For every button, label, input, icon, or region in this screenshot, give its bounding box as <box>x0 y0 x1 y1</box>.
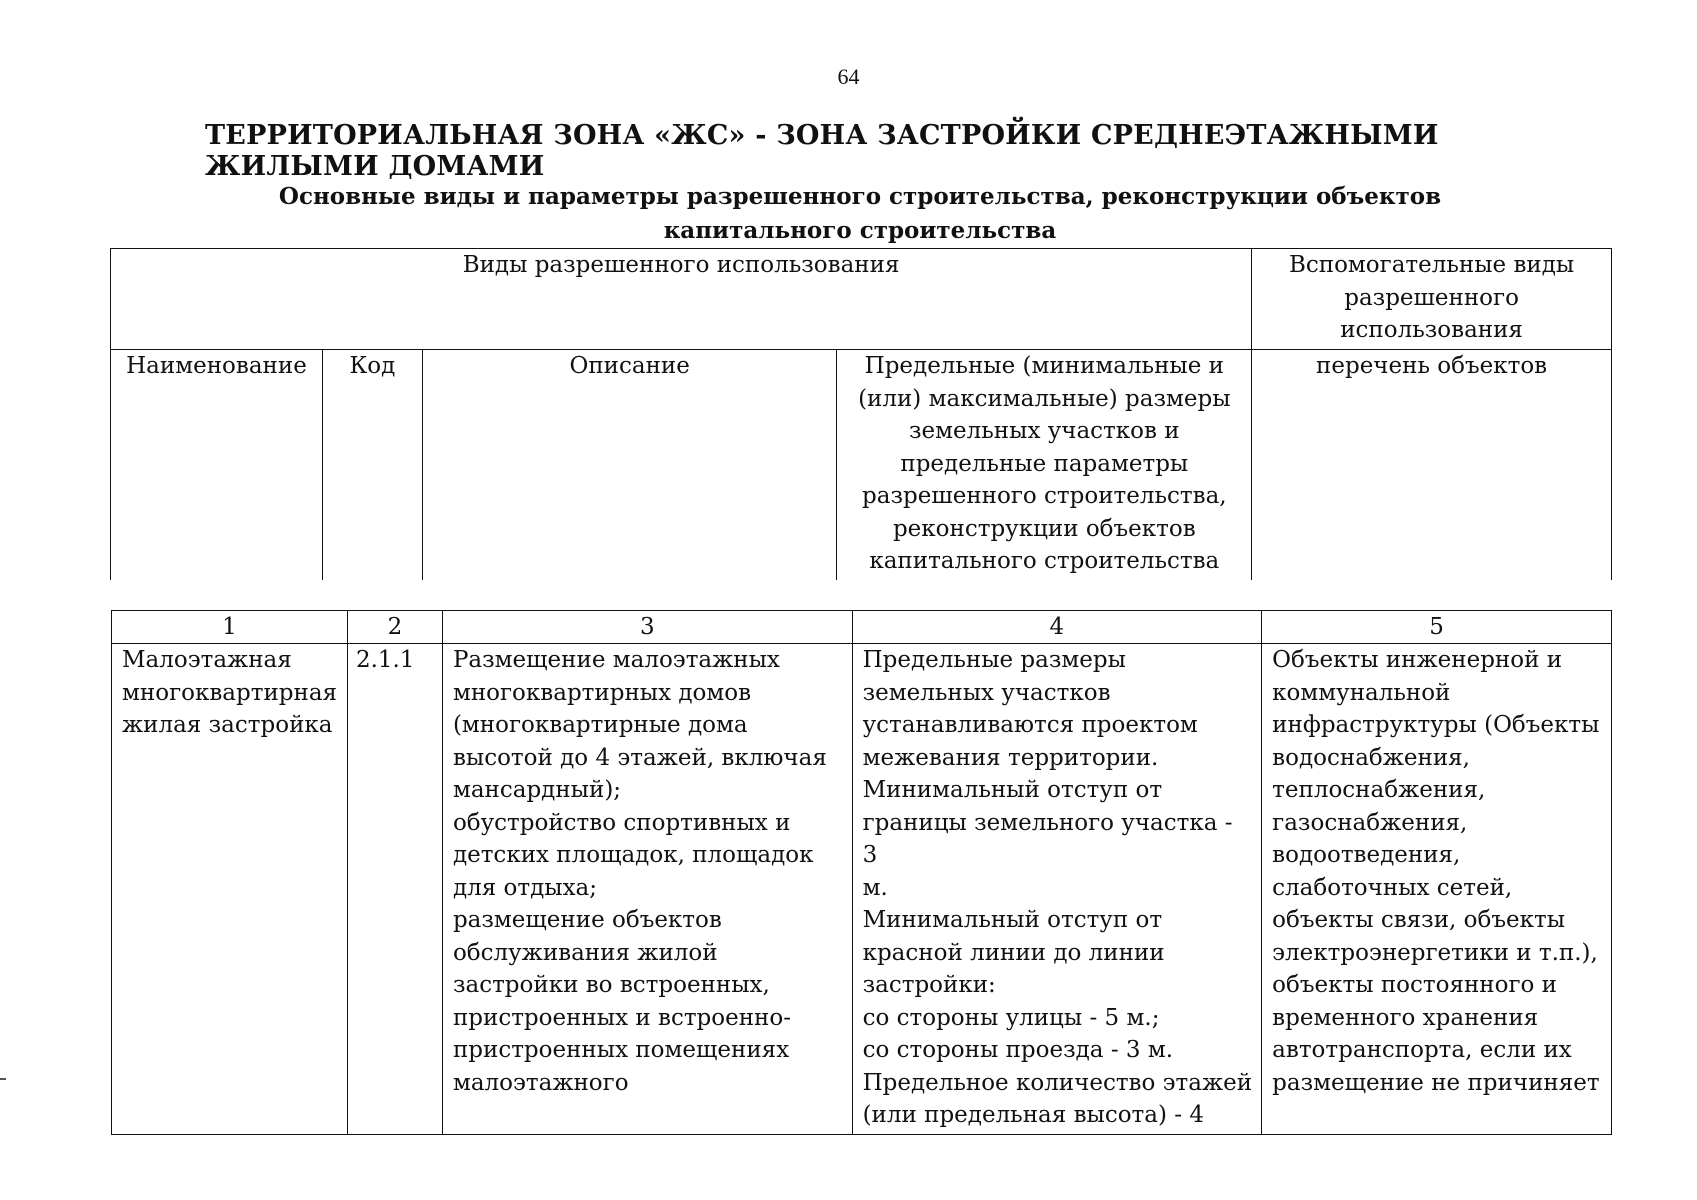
header-group-aux: Вспомогательные виды разрешенного использования <box>1252 249 1612 350</box>
use-description-cell <box>442 644 852 1135</box>
column-number-row <box>112 611 1612 644</box>
use-name: Малоэтажная многоквартирная жилая застройка <box>122 647 338 738</box>
header-col-code: Код <box>322 350 422 581</box>
zone-table <box>111 610 1612 1135</box>
use-code: 2.1.1 <box>355 647 415 673</box>
use-description: Размещение малоэтажных многоквартирных домов (многоквартирные дома высотой до 4 этажей, включая мансардный); обустройство спортивных и детских площадок, площадок для отдыха; размещение объектов обслуживания жилой застройки во встроенных, пристроенных и встроенно- пристроенных помещениях малоэтажного <box>452 647 827 1096</box>
use-code-cell <box>347 644 442 1135</box>
use-name-cell <box>112 644 348 1135</box>
margin-mark <box>0 1078 6 1080</box>
table-row <box>112 644 1612 1135</box>
column-number: 1 <box>112 611 348 644</box>
page-number: 64 <box>837 64 860 89</box>
header-col-description: Описание <box>422 350 837 581</box>
aux-objects: Объекты инженерной и коммунальной инфраструктуры (Объекты водоснабжения, теплоснабжения, газоснабжения, водоотведения, слаботочных сетей, объекты связи, объекты электроэнергетики и т.п.), объекты постоянного и временного хранения автотранспорта, если их размещение не причиняет <box>1272 647 1600 1096</box>
header-col-limits: Предельные (минимальные и (или) максимальные) размеры земельных участков и предельные параметры разрешенного строительства, реконструкции объектов капитального строительства <box>837 350 1252 581</box>
column-number: 4 <box>852 611 1262 644</box>
column-number: 3 <box>442 611 852 644</box>
page-subtitle: Основные виды и параметры разрешенного строительства, реконструкции объектов капитального строительства <box>278 183 1442 244</box>
column-number: 5 <box>1262 611 1612 644</box>
page-title: ТЕРРИТОРИАЛЬНАЯ ЗОНА «ЖС» - ЗОНА ЗАСТРОЙКИ СРЕДНЕЭТАЖНЫМИ ЖИЛЫМИ ДОМАМИ <box>205 120 1439 182</box>
header-table <box>110 248 1612 580</box>
header-col-name: Наименование <box>111 350 323 581</box>
header-group-main: Виды разрешенного использования <box>111 249 1252 350</box>
use-limits: Предельные размеры земельных участков устанавливаются проектом межевания территории. Минимальный отступ от границы земельного участка - 3 м. Минимальный отступ от красной линии до линии застройки: со стороны улицы - 5 м.; со стороны проезда - 3 м. Предельное количество этажей (или предельная высота) - 4 <box>862 647 1253 1128</box>
aux-objects-cell <box>1262 644 1612 1135</box>
column-number: 2 <box>347 611 442 644</box>
header-col-aux-list: перечень объектов <box>1252 350 1612 581</box>
use-limits-cell <box>852 644 1262 1135</box>
